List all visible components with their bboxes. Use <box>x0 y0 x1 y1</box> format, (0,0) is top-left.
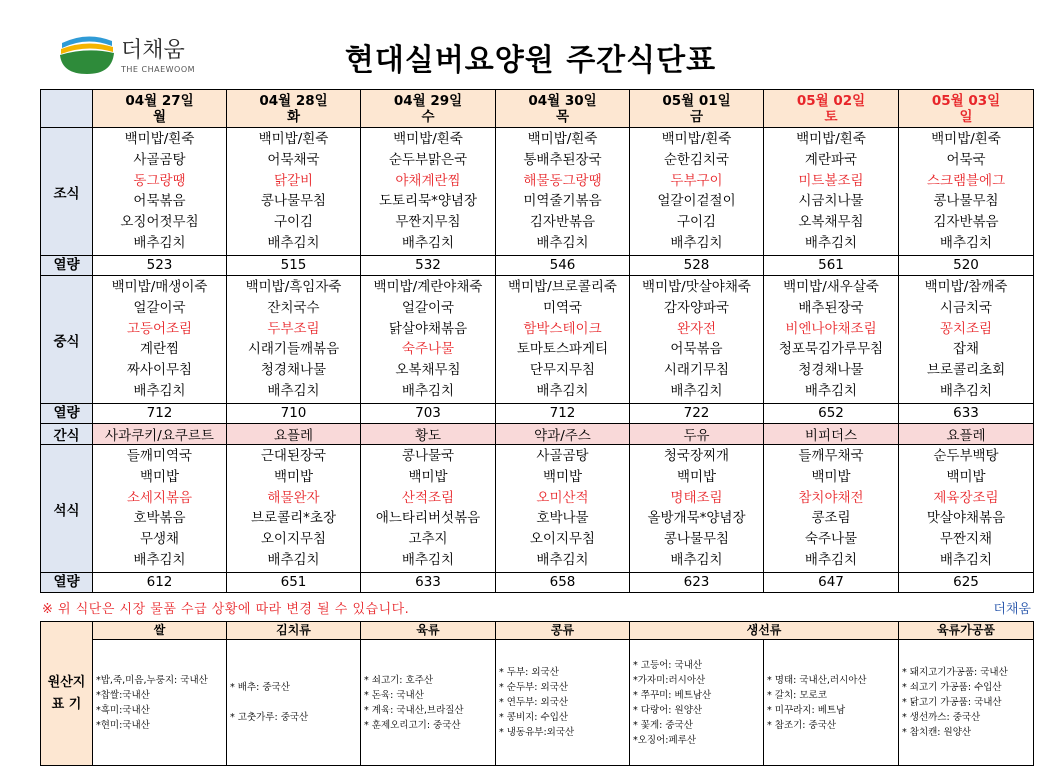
breakfast-row <box>41 128 1034 256</box>
menu-item: 숙주나물 <box>804 531 858 548</box>
menu-item: 토마토스파게티 <box>516 341 609 358</box>
kcal-value: 647 <box>764 573 899 593</box>
origin-line: * 꽃게: 중국산 <box>633 719 693 731</box>
snack-row <box>41 424 1034 445</box>
menu-item: 배추김치 <box>939 234 993 251</box>
menu-item: 애느타리버섯볶음 <box>375 510 481 527</box>
breakfast-label: 조식 <box>41 128 93 256</box>
menu-item: 배추김치 <box>401 382 455 399</box>
origin-content-row <box>41 640 1034 766</box>
menu-item: 백미밥/흰죽 <box>124 131 195 147</box>
origin-header-row <box>41 622 1034 640</box>
menu-item: 꽁치조림 <box>939 320 993 337</box>
snack-cell: 황도 <box>361 424 496 445</box>
menu-item: 무짠지채 <box>939 531 993 548</box>
lunch-cell-0 <box>93 276 227 404</box>
menu-item: 백미밥/브로콜리죽 <box>508 279 617 295</box>
origin-line: * 돼지고기가공품: 국내산 <box>902 667 1008 678</box>
kcal-value: 625 <box>899 573 1034 593</box>
menu-item: 백미밥/계란야채죽 <box>373 279 483 295</box>
menu-item: 배추김치 <box>536 234 589 251</box>
lunch-row <box>41 276 1034 404</box>
breakfast-cell-2 <box>361 128 496 256</box>
menu-item: 배추김치 <box>536 382 589 399</box>
menu-item: 청국장찌개 <box>663 448 730 464</box>
lunch-cell-1 <box>227 276 361 404</box>
menu-item: 콩나물국 <box>401 448 455 464</box>
origin-label-line1: 원산지 <box>47 674 86 690</box>
menu-item: 백미밥 <box>408 468 448 485</box>
menu-item: 배추김치 <box>267 234 320 251</box>
menu-item: 백미밥/참깨죽 <box>924 279 1008 295</box>
origin-header-meat: 육류 <box>361 622 496 640</box>
menu-item: 오미산적 <box>536 489 589 506</box>
menu-item: 배추김치 <box>670 551 723 568</box>
menu-item: 백미밥/흰죽 <box>258 131 329 147</box>
menu-item: 브로콜리초회 <box>926 362 1006 379</box>
menu-item: 올방개묵*양념장 <box>647 510 746 527</box>
menu-item: 동그랑땡 <box>133 172 186 189</box>
menu-item: 계란찜 <box>139 341 180 358</box>
origin-line: *현미:국내산 <box>96 719 150 731</box>
day-of-week: 일 <box>959 108 973 125</box>
menu-item: 고추지 <box>408 531 448 548</box>
menu-item: 김자반볶음 <box>529 214 596 231</box>
menu-item: 청경채나물 <box>260 362 327 379</box>
menu-item: 콩조림 <box>811 510 851 527</box>
menu-item: 브로콜리*초장 <box>251 510 336 527</box>
kcal-value: 658 <box>496 573 630 593</box>
lunch-cell-2 <box>361 276 496 404</box>
menu-item: 근대된장국 <box>260 448 327 464</box>
menu-item: 시금치나물 <box>798 193 864 210</box>
menu-item: 얼갈이겉절이 <box>657 193 736 210</box>
origin-line: * 계육: 국내산,브라질산 <box>364 704 464 716</box>
menu-item: 닭갈비 <box>273 172 314 189</box>
menu-item: 소세지볶음 <box>126 489 193 506</box>
menu-item: 명태조림 <box>670 489 723 506</box>
menu-item: 백미밥/흰죽 <box>796 131 866 147</box>
dinner_kcal-row <box>41 573 1034 593</box>
breakfast-cell-1 <box>227 128 361 256</box>
menu-item: 배추김치 <box>401 551 455 568</box>
day-date: 05월 03일 <box>931 92 1001 109</box>
menu-item: 오징어젓무침 <box>120 214 199 231</box>
origin-label-line2: 표 기 <box>51 696 82 712</box>
day-of-week: 금 <box>689 108 704 125</box>
menu-item: 호박나물 <box>536 510 589 527</box>
menu-item: 순한김치국 <box>663 151 730 168</box>
kcal-value: 712 <box>93 404 227 424</box>
menu-item: 백미밥/맛살야채죽 <box>642 279 751 295</box>
kcal-value: 612 <box>93 573 227 593</box>
menu-item: 두부구이 <box>670 172 723 189</box>
menu-item: 배추김치 <box>267 382 320 399</box>
menu-item: 무짠지무침 <box>395 214 461 231</box>
origin-line: * 참조기: 중국산 <box>767 719 837 731</box>
snack-cell: 요플레 <box>899 424 1034 445</box>
menu-item: 순두부백탕 <box>933 448 999 464</box>
change-notice: ※ 위 식단은 시장 물품 수급 상황에 따라 변경 될 수 있습니다. <box>42 602 410 617</box>
kcal-value: 651 <box>227 573 361 593</box>
day-date: 04월 29일 <box>393 92 463 109</box>
snack-cell: 비피더스 <box>764 424 899 445</box>
menu-item: 잡채 <box>952 341 980 358</box>
lunch_kcal-row <box>41 404 1034 424</box>
lunch-cell-4 <box>630 276 764 404</box>
breakfast-cell-4 <box>630 128 764 256</box>
logo-name: 더채움 <box>121 38 185 63</box>
origin-line: * 다랑어: 원양산 <box>633 704 703 716</box>
page-title: 현대실버요양원 주간식단표 <box>344 43 717 78</box>
menu-item: 잔치국수 <box>267 299 320 316</box>
kcal-value: 633 <box>361 573 496 593</box>
menu-item: 사골곰탕 <box>536 448 589 464</box>
menu-item: 단무지무침 <box>529 362 596 379</box>
menu-item: 배추김치 <box>670 382 723 399</box>
menu-item: 백미밥 <box>542 468 583 485</box>
day-header-5 <box>764 90 899 128</box>
origin-line: * 쭈꾸미: 베트남산 <box>633 689 712 701</box>
kcal-value: 520 <box>899 256 1034 276</box>
kcal-value: 561 <box>764 256 899 276</box>
day-of-week: 화 <box>286 108 301 125</box>
day-header-2 <box>361 90 496 128</box>
menu-item: 배추김치 <box>133 382 186 399</box>
origin-line: * 갈치: 모로코 <box>767 689 827 701</box>
menu-item: 백미밥/매생이죽 <box>111 279 208 295</box>
menu-item: 어묵국 <box>946 151 986 168</box>
origin-line: * 고등어: 국내산 <box>633 659 703 671</box>
menu-item: 호박볶음 <box>133 510 186 527</box>
menu-item: 고등어조림 <box>126 320 193 337</box>
origin-line: * 명태: 국내산,러시아산 <box>767 674 867 686</box>
corner-cell <box>41 90 93 128</box>
menu-item: 백미밥/흰죽 <box>527 131 598 147</box>
menu-item: 감자양파국 <box>663 299 730 316</box>
menu-item: 미역줄기볶음 <box>523 193 602 210</box>
brand-footer: 더채움 <box>993 602 1031 617</box>
menu-item: 어묵채국 <box>267 151 320 168</box>
origin-line: * 두부: 외국산 <box>499 667 559 678</box>
menu-item: 백미밥 <box>811 468 851 485</box>
kcal-value: 523 <box>93 256 227 276</box>
menu-item: 참치야채전 <box>798 489 864 506</box>
kcal-value: 633 <box>899 404 1034 424</box>
origin-header-processed: 육류가공품 <box>899 622 1034 640</box>
menu-item: 청포묵김가루무침 <box>778 341 884 358</box>
kcal-value: 703 <box>361 404 496 424</box>
origin-line: * 닭고기 가공품: 국내산 <box>902 697 1002 708</box>
dinner-label: 석식 <box>41 445 93 573</box>
menu-item: 배추김치 <box>401 234 455 251</box>
menu-item: 통배추된장국 <box>523 151 602 168</box>
lunch-label: 중식 <box>41 276 93 404</box>
menu-item: 백미밥/흑임자죽 <box>245 279 342 295</box>
menu-item: 배추김치 <box>536 551 589 568</box>
menu-item: 백미밥/흰죽 <box>931 131 1001 147</box>
kcal-label: 열량 <box>41 573 93 593</box>
dinner-row <box>41 445 1034 573</box>
day-date: 04월 28일 <box>259 92 328 109</box>
menu-item: 사골곰탕 <box>133 151 186 168</box>
menu-item: 백미밥/새우살죽 <box>783 279 879 295</box>
origin-line: * 쇠고기 가공품: 수입산 <box>902 682 1002 693</box>
snack-cell: 약과/주스 <box>496 424 630 445</box>
lunch-cell-3 <box>496 276 630 404</box>
kcal-value: 710 <box>227 404 361 424</box>
dinner-cell-0 <box>93 445 227 573</box>
day-of-week: 수 <box>421 108 435 125</box>
origin-label <box>41 622 93 766</box>
menu-item: 야채계란찜 <box>395 172 461 189</box>
kcal-label: 열량 <box>41 404 93 424</box>
origin-line: * 배추: 중국산 <box>230 682 290 693</box>
menu-item: 스크램블에그 <box>926 172 1006 189</box>
menu-item: 맛살야채볶음 <box>926 510 1006 527</box>
origin-meat-cell <box>361 640 496 766</box>
origin-line: * 고춧가루: 중국산 <box>230 712 309 723</box>
origin-line: *가자미:러시아산 <box>633 674 706 686</box>
menu-item: 들깨미역국 <box>126 448 193 464</box>
day-date: 05월 02일 <box>796 92 866 109</box>
menu-item: 백미밥 <box>946 468 986 485</box>
menu-item: 백미밥 <box>676 468 717 485</box>
lunch-cell-5 <box>764 276 899 404</box>
menu-item: 배추김치 <box>804 382 858 399</box>
menu-item: 콩나물무침 <box>663 531 730 548</box>
menu-item: 미역국 <box>542 299 583 316</box>
menu-item: 백미밥 <box>139 468 180 485</box>
menu-item: 배추김치 <box>804 234 858 251</box>
menu-item: 시래기무침 <box>663 362 730 379</box>
menu-item: 들깨무채국 <box>798 448 864 464</box>
menu-item: 짜사이무침 <box>126 362 193 379</box>
menu-item: 얼갈이국 <box>133 299 186 316</box>
weekly-menu-table <box>40 89 1034 593</box>
kcal-value: 712 <box>496 404 630 424</box>
origin-line: *밥,죽,미음,누룽지: 국내산 <box>96 674 208 686</box>
origin-line: * 참치캔: 원양산 <box>902 727 972 738</box>
snack-cell: 요플레 <box>227 424 361 445</box>
kcal-value: 515 <box>227 256 361 276</box>
origin-fish-cell-1 <box>630 640 764 766</box>
origin-line: * 돈육: 국내산 <box>364 689 424 701</box>
origin-line: * 콩비지: 수입산 <box>499 712 569 723</box>
day-header-0 <box>93 90 227 128</box>
menu-item: 배추김치 <box>939 551 993 568</box>
menu-item: 닭살야채볶음 <box>388 320 468 337</box>
menu-item: 김자반볶음 <box>933 214 999 231</box>
breakfast-cell-5 <box>764 128 899 256</box>
day-header-4 <box>630 90 764 128</box>
origin-line <box>230 695 357 710</box>
day-header-6 <box>899 90 1034 128</box>
origin-header-rice: 쌀 <box>93 622 227 640</box>
menu-item: 함박스테이크 <box>523 320 602 337</box>
dinner-cell-4 <box>630 445 764 573</box>
origin-header-bean: 콩류 <box>496 622 630 640</box>
menu-item: 배추김치 <box>939 382 993 399</box>
menu-item: 배추김치 <box>804 551 858 568</box>
origin-line: * 순두부: 외국산 <box>499 682 569 693</box>
menu-item: 구이김 <box>273 214 314 231</box>
menu-item: 배추김치 <box>267 551 320 568</box>
menu-item: 오복채무침 <box>395 362 461 379</box>
kcal-value: 546 <box>496 256 630 276</box>
dinner-cell-1 <box>227 445 361 573</box>
day-date: 04월 30일 <box>528 92 597 109</box>
kcal-value: 722 <box>630 404 764 424</box>
menu-item: 오복채무침 <box>798 214 864 231</box>
menu-item: 제육장조림 <box>933 489 999 506</box>
menu-item: 도토리묵*양념장 <box>378 193 478 210</box>
menu-item: 해물동그랑땡 <box>523 172 602 189</box>
menu-item: 산적조림 <box>401 489 455 506</box>
origin-header-fish: 생선류 <box>630 622 899 640</box>
menu-item: 배추김치 <box>133 234 186 251</box>
menu-item: 시래기들깨볶음 <box>247 341 340 358</box>
menu-item: 오이지무침 <box>260 531 327 548</box>
origin-fish-cell-2 <box>764 640 899 766</box>
breakfast-cell-3 <box>496 128 630 256</box>
dinner-cell-2 <box>361 445 496 573</box>
kcal-value: 532 <box>361 256 496 276</box>
menu-item: 오이지무침 <box>529 531 596 548</box>
origin-table <box>40 621 1034 766</box>
origin-line: *흑미:국내산 <box>96 704 150 716</box>
origin-bean-cell <box>496 640 630 766</box>
menu-item: 구이김 <box>676 214 717 231</box>
breakfast-cell-0 <box>93 128 227 256</box>
menu-item: 배추된장국 <box>798 299 864 316</box>
menu-item: 백미밥 <box>273 468 314 485</box>
menu-item: 무생채 <box>139 531 180 548</box>
menu-item: 백미밥/흰죽 <box>661 131 732 147</box>
menu-item: 청경채나물 <box>798 362 864 379</box>
menu-item: 계란파국 <box>804 151 858 168</box>
day-header-1 <box>227 90 361 128</box>
origin-line: * 쇠고기: 호주산 <box>364 674 434 686</box>
origin-line: * 냉동유부:외국산 <box>499 727 575 738</box>
day-date: 04월 27일 <box>125 92 194 109</box>
day-header-row <box>41 90 1034 128</box>
menu-item: 시금치국 <box>939 299 993 316</box>
day-of-week: 토 <box>824 108 838 125</box>
breakfast-cell-6 <box>899 128 1034 256</box>
origin-rice-cell <box>93 640 227 766</box>
snack-cell: 두유 <box>630 424 764 445</box>
menu-item: 백미밥/흰죽 <box>393 131 463 147</box>
kcal-label: 열량 <box>41 256 93 276</box>
origin-line: * 미꾸라지: 베트남 <box>767 704 846 716</box>
dinner-cell-3 <box>496 445 630 573</box>
menu-item: 비엔나야채조림 <box>785 320 877 337</box>
menu-item: 숙주나물 <box>401 341 455 358</box>
origin-line: * 훈제오리고기: 중국산 <box>364 719 461 731</box>
origin-kimchi-cell <box>227 640 361 766</box>
menu-item: 미트볼조림 <box>798 172 864 189</box>
day-date: 05월 01일 <box>662 92 731 109</box>
kcal-value: 652 <box>764 404 899 424</box>
dinner-cell-6 <box>899 445 1034 573</box>
menu-item: 콩나물무침 <box>933 193 999 210</box>
menu-item: 얼갈이국 <box>401 299 455 316</box>
dinner-cell-5 <box>764 445 899 573</box>
origin-line: * 생선까스: 중국산 <box>902 712 981 723</box>
lunch-cell-6 <box>899 276 1034 404</box>
menu-item: 어묵볶음 <box>133 193 186 210</box>
menu-item: 완자전 <box>676 320 717 337</box>
kcal-value: 623 <box>630 573 764 593</box>
day-header-3 <box>496 90 630 128</box>
day-of-week: 목 <box>555 108 570 125</box>
origin-line: *찹쌀:국내산 <box>96 689 150 701</box>
menu-item: 해물완자 <box>267 489 320 506</box>
menu-item: 어묵볶음 <box>670 341 723 358</box>
menu-item: 배추김치 <box>133 551 186 568</box>
snack-label: 간식 <box>41 424 93 445</box>
origin-processed-cell <box>899 640 1034 766</box>
menu-item: 두부조림 <box>267 320 320 337</box>
day-of-week: 월 <box>152 108 167 125</box>
breakfast_kcal-row <box>41 256 1034 276</box>
origin-header-kimchi: 김치류 <box>227 622 361 640</box>
menu-item: 콩나물무침 <box>260 193 327 210</box>
menu-item: 배추김치 <box>670 234 723 251</box>
logo-subtitle: THE CHAEWOOM <box>121 65 196 74</box>
kcal-value: 528 <box>630 256 764 276</box>
origin-line: *오징어:페루산 <box>633 734 697 746</box>
snack-cell: 사과쿠키/요쿠르트 <box>93 424 227 445</box>
origin-line: * 연두부: 외국산 <box>499 697 569 708</box>
menu-item: 순두부맑은국 <box>388 151 468 168</box>
